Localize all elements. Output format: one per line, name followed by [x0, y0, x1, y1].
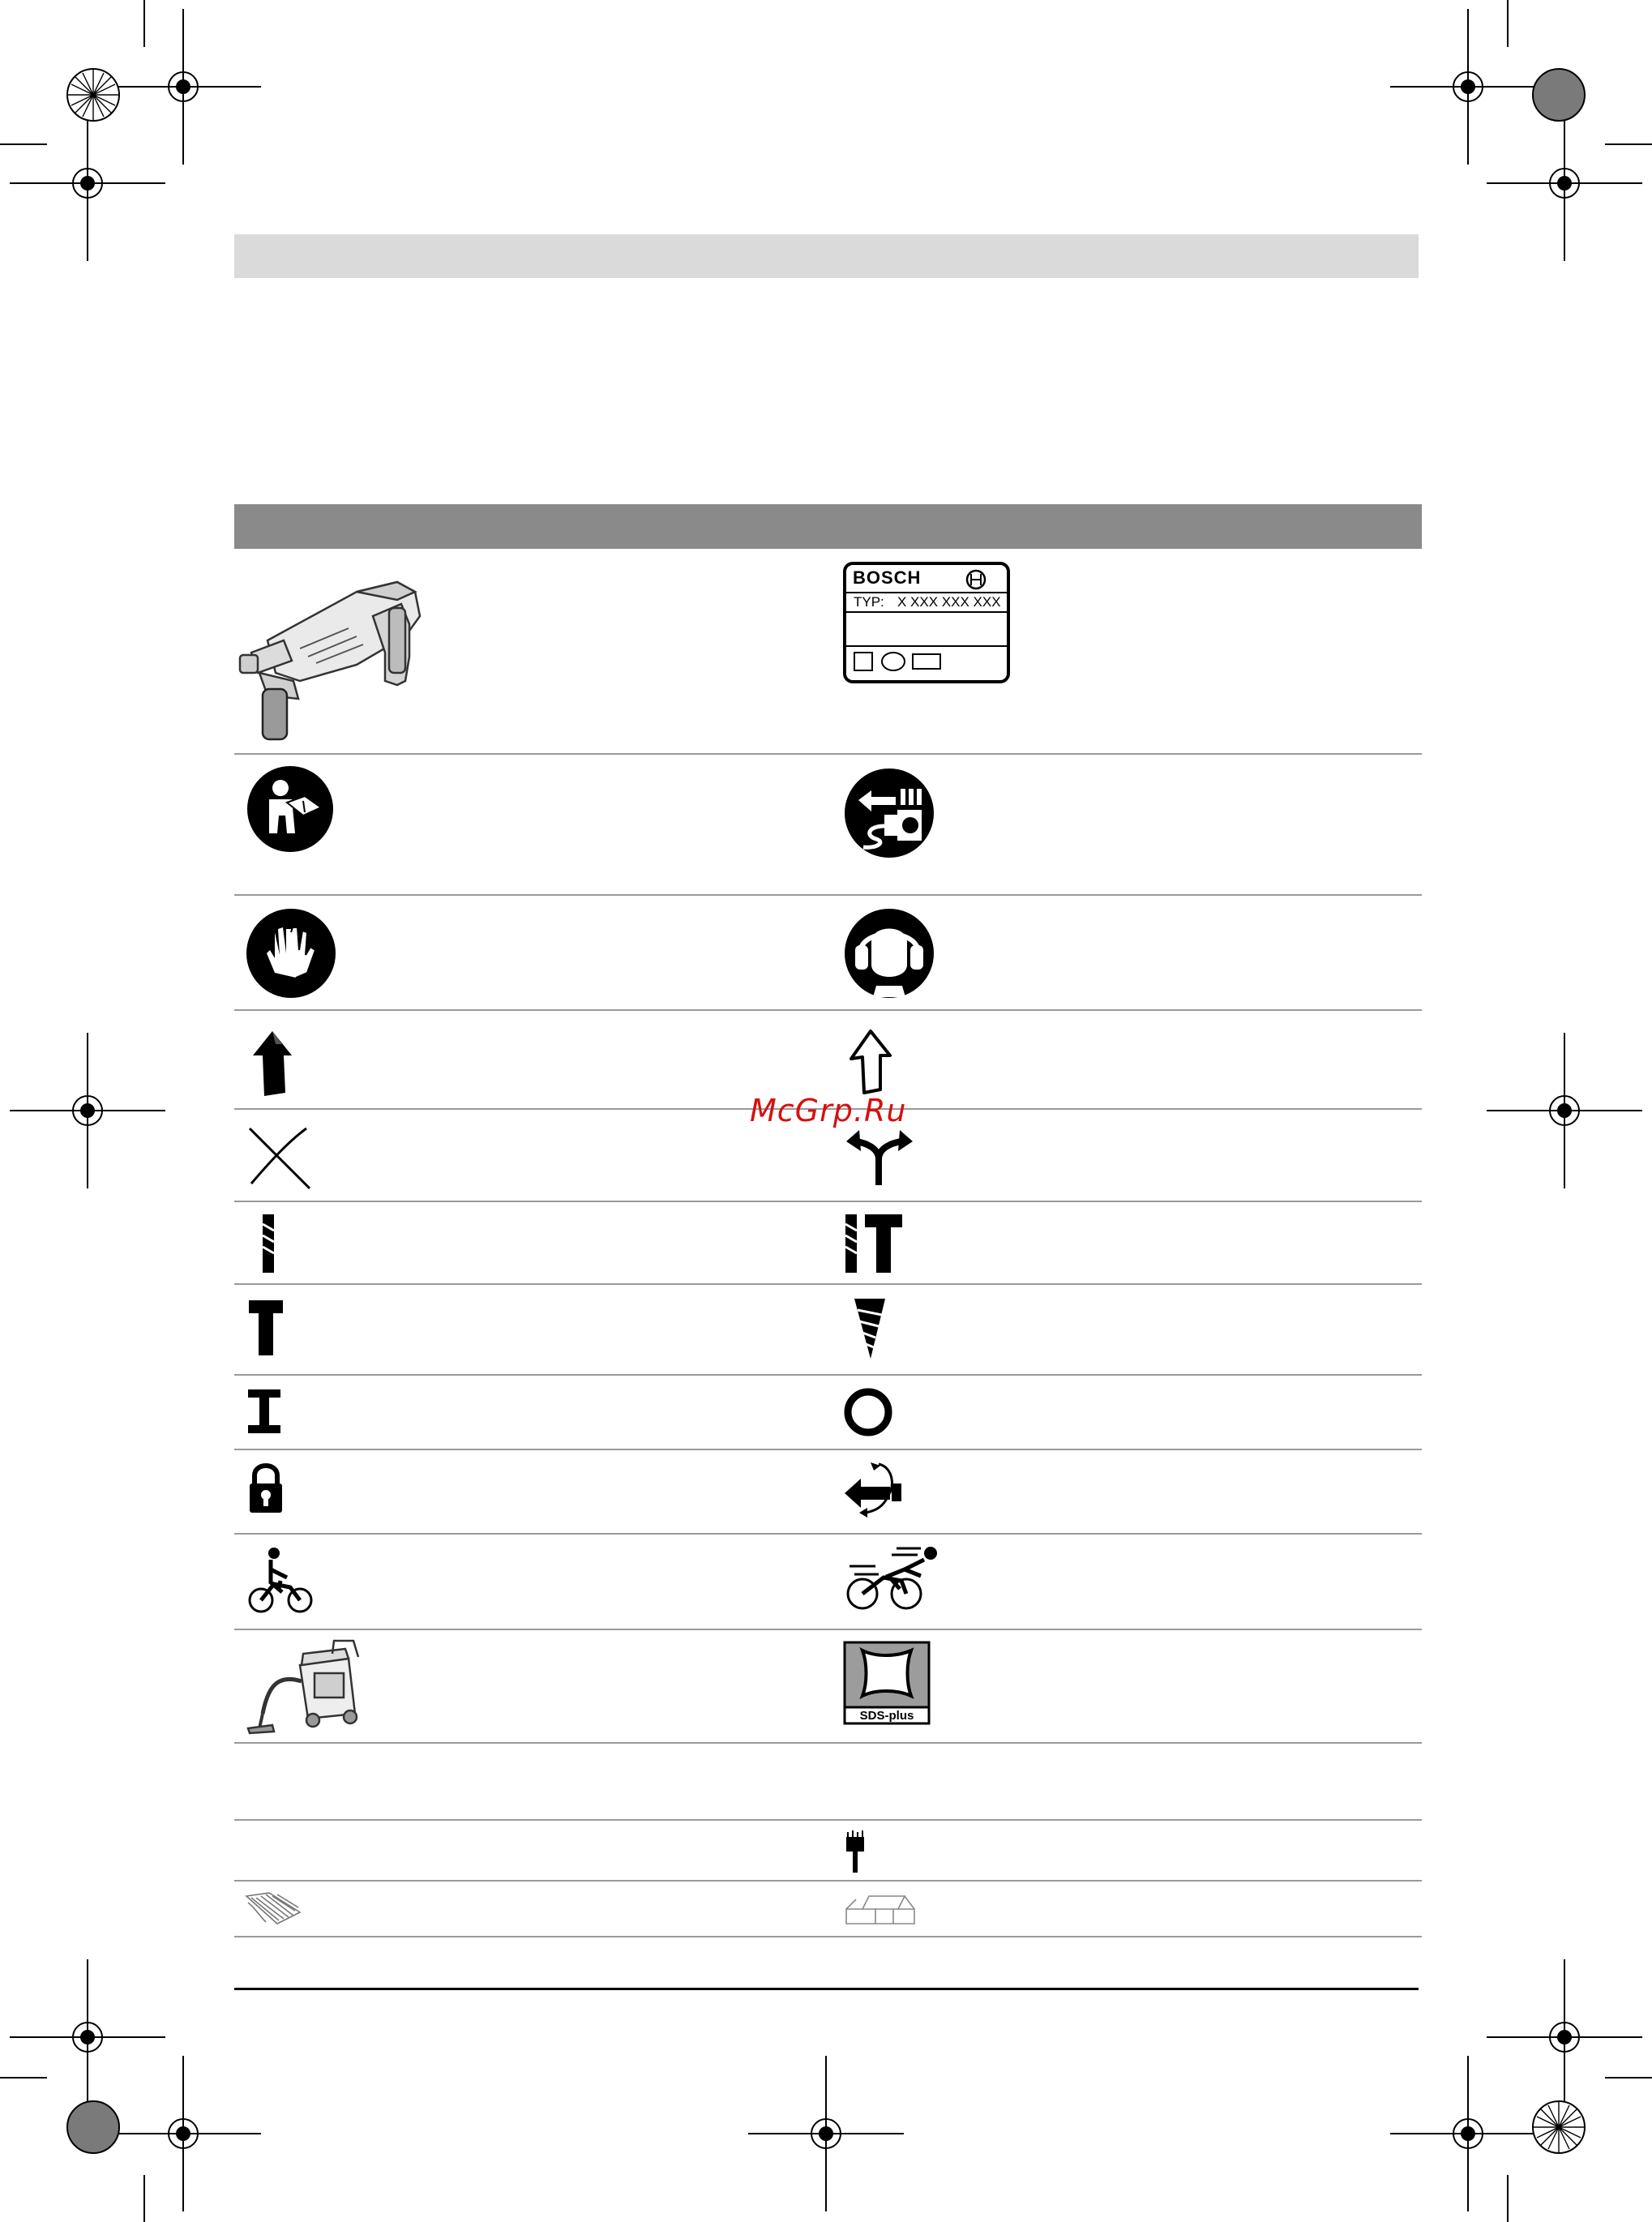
- masonry-brush-icon: [843, 1830, 867, 1874]
- sds-plus-label: SDS-plus: [859, 1709, 914, 1723]
- row-divider: [234, 1742, 1422, 1744]
- rating-plate-type-label: TYP:: [854, 594, 884, 610]
- chiseling-icon: [246, 1297, 286, 1362]
- wood-icon: [245, 1891, 302, 1929]
- row-divider: [234, 1629, 1422, 1630]
- hammer-drilling-icon: [841, 1211, 905, 1276]
- header-bar-light: [234, 234, 1419, 278]
- dust-extractor-icon: [243, 1641, 365, 1735]
- row-divider: [234, 1449, 1422, 1450]
- wear-gloves-icon: [246, 908, 336, 999]
- unplug-mains-icon: [844, 768, 935, 858]
- row-divider: [234, 1283, 1422, 1285]
- row-divider: [234, 894, 1422, 896]
- fast-cyclist-icon: [843, 1543, 940, 1613]
- slow-cyclist-icon: [246, 1545, 316, 1615]
- bricks-icon: [843, 1891, 921, 1929]
- table-end-rule: [234, 1988, 1419, 1990]
- watermark-text: McGrp.Ru: [750, 1093, 907, 1128]
- drilling-icon: [258, 1211, 282, 1276]
- section-header-bar: [234, 504, 1422, 549]
- arrow-filled-icon: [243, 1028, 300, 1096]
- row-divider: [234, 1201, 1422, 1202]
- rotation-stop-icon: [841, 1459, 906, 1518]
- row-divider: [234, 1533, 1422, 1535]
- i-position-icon: [245, 1386, 285, 1438]
- rating-plate-type-value: X XXX XXX XXX: [897, 594, 1001, 610]
- row-divider: [234, 1009, 1422, 1011]
- row-divider: [234, 1819, 1422, 1821]
- alternative-paths-icon: [843, 1124, 916, 1187]
- wear-ear-protection-icon: [844, 908, 935, 999]
- row-divider: [234, 1880, 1422, 1882]
- read-manual-icon: [246, 765, 334, 853]
- not-permitted-cross-icon: [246, 1125, 311, 1190]
- o-position-icon: [842, 1386, 894, 1438]
- row-divider: [234, 753, 1422, 755]
- rating-plate-brand: BOSCH: [853, 567, 922, 588]
- arrow-outline-icon: [843, 1028, 900, 1096]
- row-divider: [234, 1936, 1422, 1937]
- screwdriving-icon: [851, 1297, 892, 1362]
- rotary-hammer-drawing: [235, 559, 430, 746]
- row-divider: [234, 1374, 1422, 1376]
- lock-icon: [246, 1459, 287, 1518]
